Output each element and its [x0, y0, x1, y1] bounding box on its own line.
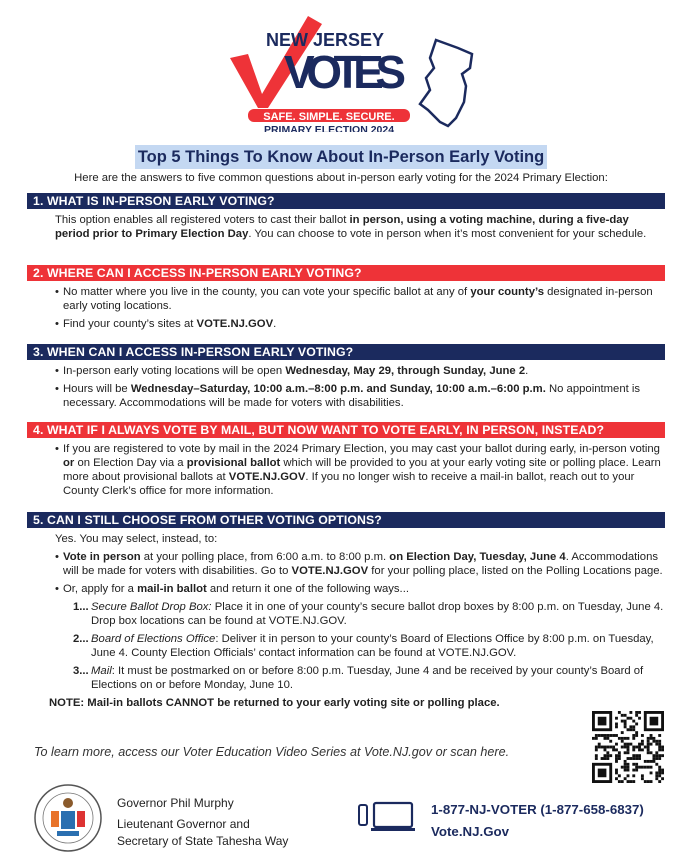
governor-name: Governor Phil Murphy: [117, 796, 234, 810]
section-heading: 3. WHEN CAN I ACCESS IN-PERSON EARLY VOTING?: [27, 344, 665, 360]
text-run: at your polling place, from 6:00 a.m. to 8:00 p.m.: [140, 551, 390, 563]
text-run: and return it one of the following ways...: [206, 583, 409, 595]
lt-governor-line2: Secretary of State Tahesha Way: [117, 834, 289, 848]
text-run: If you are registered to vote by mail in the 2024 Primary Election, you may cast your ballot during early, in-person voting: [63, 443, 660, 455]
section-2: [27, 265, 665, 335]
section-heading: 5. CAN I STILL CHOOSE FROM OTHER VOTING OPTIONS?: [27, 512, 665, 528]
officials: [117, 794, 288, 850]
bullet-item: [55, 364, 665, 378]
text-run: Vote in person: [63, 551, 141, 563]
item-number: 3...: [73, 665, 89, 677]
section-1: [27, 193, 665, 245]
bullet-item: [55, 582, 665, 596]
text-run: on Election Day, Tuesday, June 4: [389, 551, 566, 563]
text-run: in person, using a voting machine, during a five-day period prior to Primary Election Day: [55, 214, 629, 240]
nj-votes-logo: [226, 10, 476, 132]
lt-governor-line1: Lieutenant Governor and: [117, 817, 250, 831]
text-run: . If you no longer wish to receive a mail-in ballot, reach out to your County Clerk’s office for more information.: [63, 471, 635, 497]
text-run: on Election Day via a: [74, 457, 187, 469]
numbered-sub-item: [55, 664, 665, 692]
bullet-item: [55, 285, 665, 313]
text-run: . You can choose to vote in person when it’s most convenient for your schedule.: [248, 228, 647, 240]
text-run: Hours will be: [63, 383, 131, 395]
phone-laptop-icon: [358, 801, 418, 833]
bullet-item: [55, 550, 665, 578]
text-run: Place it in one of your county’s secure ballot drop boxes by 8:00 p.m. on Tuesday, June 4. Drop box locations can be found at VOTE.NJ.GOV.: [91, 601, 664, 627]
paragraph: [55, 213, 665, 241]
text-run: In-person early voting locations will be open: [63, 365, 286, 377]
text-run: or: [63, 457, 75, 469]
bullet-item: [55, 317, 665, 331]
website-link[interactable]: Vote.NJ.Gov: [431, 824, 510, 839]
section-3: [27, 344, 665, 414]
item-number: 1...: [73, 601, 89, 613]
section-5: [27, 512, 665, 710]
section-heading: 2. WHERE CAN I ACCESS IN-PERSON EARLY VOTING?: [27, 265, 665, 281]
bullet-item: [55, 442, 665, 498]
text-run: : It must be postmarked on or before 8:00 p.m. Tuesday, June 4 and be received by your county’s Board of Elections on or before Monday, June 10.: [91, 665, 644, 691]
text-run: provisional ballot: [186, 457, 281, 469]
text-run: No matter where you live in the county, you can vote your specific ballot at any of: [63, 286, 471, 298]
text-run: mail-in ballot: [137, 583, 207, 595]
text-run: : Deliver it in person to your county’s Board of Elections Office by 8:00 p.m. on Tuesday, June 4. County Election Officials’ contact information can be found at VOTE.NJ.GOV.: [91, 633, 654, 659]
numbered-sub-item: [55, 600, 665, 628]
text-run: for your polling place, listed on the Polling Locations page.: [368, 565, 663, 577]
svg-text:SAFE. SIMPLE. SECURE.: SAFE. SIMPLE. SECURE.: [263, 111, 395, 123]
intro-text: Here are the answers to five common questions about in-person early voting for the 2024 Primary Election:: [74, 172, 608, 184]
item-number: 2...: [73, 633, 89, 645]
text-run: . Accommodations will be made for voters with disabilities. Go to: [63, 551, 659, 577]
paragraph: [55, 532, 665, 546]
text-run: Board of Elections Office: [91, 633, 216, 645]
qr-code[interactable]: [592, 711, 664, 783]
section-heading: 1. WHAT IS IN-PERSON EARLY VOTING?: [27, 193, 665, 209]
text-run: VOTE.NJ.GOV: [291, 565, 369, 577]
page-title: Top 5 Things To Know About In-Person Early Voting: [135, 145, 547, 169]
svg-text:PRIMARY ELECTION 2024: PRIMARY ELECTION 2024: [263, 124, 395, 132]
numbered-sub-item: [55, 632, 665, 660]
text-run: Wednesday–Saturday, 10:00 a.m.–8:00 p.m. and Sunday, 10:00 a.m.–6:00 p.m.: [130, 383, 546, 395]
text-run: Yes. You may select, instead, to:: [55, 533, 218, 545]
text-run: Secure Ballot Drop Box:: [91, 601, 212, 613]
text-run: Find your county’s sites at: [63, 318, 197, 330]
logo-votes: VOTES: [284, 46, 406, 98]
svg-text:NEW JERSEY: NEW JERSEY: [266, 30, 385, 50]
note-text: NOTE: Mail-in ballots CANNOT be returned to your early voting site or polling place.: [49, 697, 500, 709]
text-run: which will be provided to you at your early voting site or polling place. Learn more about provisional ballots at: [63, 457, 661, 483]
bullet-item: [55, 382, 665, 410]
text-run: Mail: [91, 665, 112, 677]
text-run: .: [273, 318, 277, 330]
text-run: your county’s: [470, 286, 544, 298]
learn-more-text: To learn more, access our Voter Education Video Series at Vote.NJ.gov or scan here.: [34, 745, 510, 759]
nj-state-seal: [33, 783, 103, 853]
section-heading: 4. WHAT IF I ALWAYS VOTE BY MAIL, BUT NOW WANT TO VOTE EARLY, IN PERSON, INSTEAD?: [27, 422, 665, 438]
text-run: designated in-person early voting locations.: [63, 286, 653, 312]
section-4: [27, 422, 665, 502]
text-run: Wednesday, May 29, through Sunday, June 2: [285, 365, 526, 377]
text-run: Or, apply for a: [63, 583, 138, 595]
phone-number[interactable]: 1-877-NJ-VOTER (1-877-658-6837): [431, 802, 644, 817]
text-run: .: [525, 365, 529, 377]
text-run: VOTE.NJ.GOV: [228, 471, 306, 483]
text-run: VOTE.NJ.GOV: [196, 318, 274, 330]
text-run: This option enables all registered voters to cast their ballot: [55, 214, 350, 226]
text-run: No appointment is necessary. Accommodations will be made for voters with disabilities.: [63, 383, 641, 409]
